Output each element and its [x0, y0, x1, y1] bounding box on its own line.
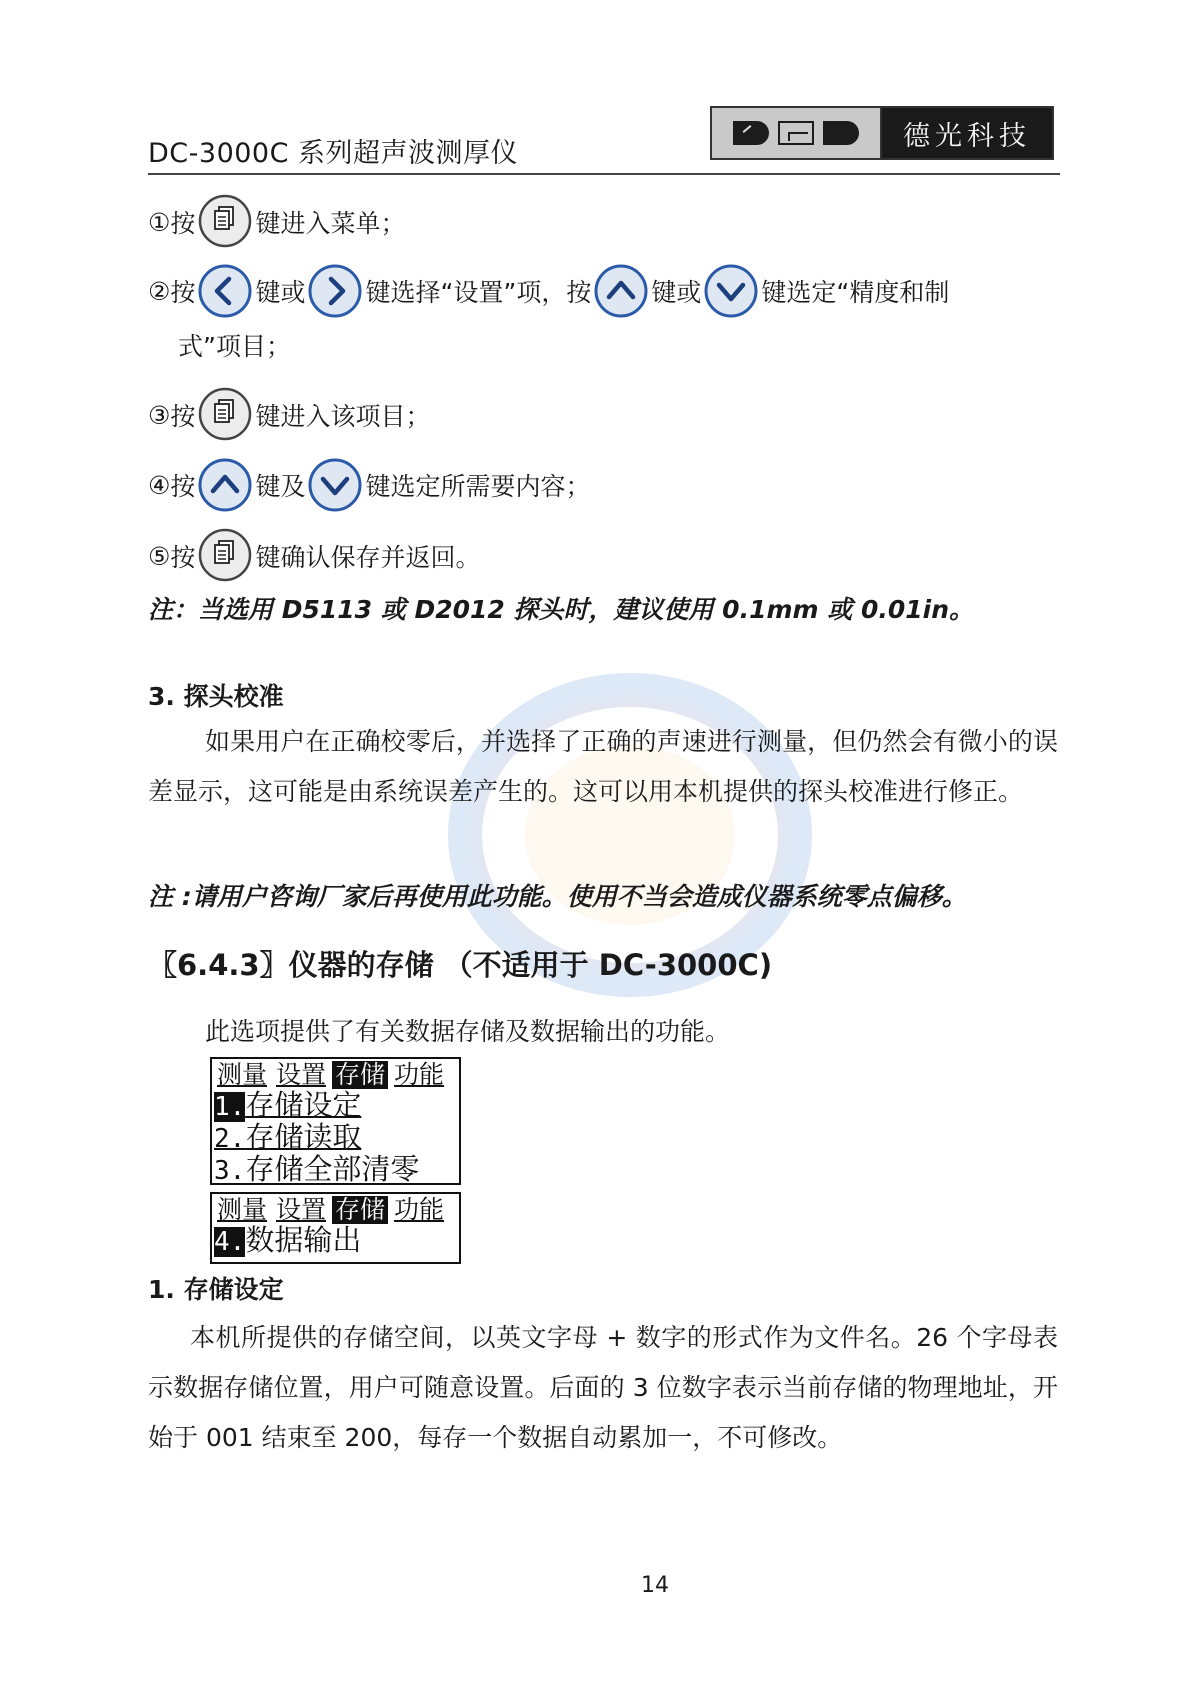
down-arrow-key-icon[interactable]: [307, 457, 363, 513]
up-arrow-key-icon[interactable]: [593, 263, 649, 319]
header-divider: [148, 173, 1060, 175]
step-text: 键进入该项目；: [255, 402, 431, 431]
step-text: 键进入菜单；: [255, 209, 406, 238]
lcd-item-number: 3.: [214, 1156, 246, 1186]
section-intro: 此选项提供了有关数据存储及数据输出的功能。: [205, 1017, 731, 1046]
logo-g-glyph: [778, 121, 814, 145]
lcd-tab-storage: 存储: [332, 1061, 388, 1089]
note-probe-precision: 注：当选用 D5113 或 D2012 探头时，建议使用 0.1mm 或 0.01in。: [148, 595, 975, 624]
menu-key-icon[interactable]: [197, 194, 253, 250]
logo-d-glyph: [823, 121, 859, 145]
step-text: 按: [170, 543, 196, 572]
step-1: [148, 193, 405, 251]
page-number: 14: [641, 1573, 669, 1598]
header-title: DC-3000C 系列超声波测厚仪: [148, 138, 519, 169]
note-calibration-warning: 注 :请用户咨询厂家后再使用此功能。使用不当会造成仪器系统零点偏移。: [148, 882, 967, 911]
step-marker: ①: [148, 207, 171, 237]
step-2-continuation: 式”项目；: [178, 332, 291, 361]
section-paragraph: 如果用户在正确校零后，并选择了正确的声速进行测量，但仍然会有微小的误差显示，这可能是由系统误差产生的。这可以用本机提供的探头校准进行修正。: [148, 727, 1058, 806]
lcd-tab-storage: 存储: [332, 1196, 388, 1224]
right-arrow-key-icon[interactable]: [307, 263, 363, 319]
lcd-screen-data-output: [210, 1192, 461, 1264]
lcd-tab-bar: [212, 1059, 459, 1090]
lcd-screen-storage-menu: [210, 1057, 461, 1185]
lcd-tab-settings: 设置: [276, 1059, 327, 1089]
lcd-menu-item: [212, 1154, 459, 1186]
step-text: 按: [170, 402, 196, 431]
lcd-tab-function: 功能: [394, 1194, 445, 1224]
lcd-item-number: 4.: [214, 1227, 246, 1257]
left-arrow-key-icon[interactable]: [197, 263, 253, 319]
lcd-tab-measure: 测量: [217, 1059, 268, 1089]
lcd-item-label: 数据输出: [245, 1223, 362, 1257]
lcd-menu-item: [212, 1225, 459, 1257]
section-heading: 〖6.4.3〗仪器的存储 （不适用于 DC-3000C): [148, 948, 773, 982]
lcd-item-label: 存储全部清零: [245, 1152, 420, 1186]
step-2: [148, 262, 949, 320]
up-arrow-key-icon[interactable]: [197, 457, 253, 513]
step-text: 按: [170, 278, 196, 307]
lcd-menu-item: [212, 1122, 459, 1154]
lcd-menu-item: [212, 1090, 459, 1122]
step-text: 键或: [255, 278, 306, 307]
down-arrow-key-icon[interactable]: [703, 263, 759, 319]
step-text: 按: [170, 209, 196, 238]
step-4: [148, 456, 590, 514]
lcd-item-label: 存储设定: [245, 1088, 362, 1122]
step-marker: ③: [148, 400, 171, 430]
step-text: 按: [170, 472, 196, 501]
step-marker: ⑤: [148, 541, 171, 571]
step-text: 键选定所需要内容；: [365, 472, 591, 501]
step-3: [148, 386, 430, 444]
section-paragraph: 本机所提供的存储空间，以英文字母 + 数字的形式作为文件名。26 个字母表示数据存储位置，用户可随意设置。后面的 3 位数字表示当前存储的物理地址，开始于 001 结束至 200，每存一个数据自动累加一，不可修改。: [148, 1323, 1058, 1452]
step-5: [148, 527, 480, 585]
menu-key-icon[interactable]: [197, 528, 253, 584]
lcd-tab-settings: 设置: [276, 1194, 327, 1224]
lcd-tab-bar: [212, 1194, 459, 1225]
section-heading: 1. 存储设定: [148, 1275, 284, 1304]
company-logo: [710, 106, 1054, 160]
menu-key-icon[interactable]: [197, 387, 253, 443]
step-text: 键及: [255, 472, 306, 501]
step-text: 键选择“设置”项，按: [365, 278, 592, 307]
step-text: 键确认保存并返回。: [255, 543, 481, 572]
lcd-item-label: 存储读取: [245, 1120, 362, 1154]
section-heading: 3. 探头校准: [148, 682, 284, 711]
logo-name: 德光科技: [882, 108, 1052, 158]
logo-mark: [712, 108, 882, 158]
step-marker: ②: [148, 276, 171, 306]
step-text: 键或: [651, 278, 702, 307]
lcd-item-number: 1.: [214, 1092, 246, 1122]
lcd-item-number: 2.: [214, 1124, 246, 1154]
lcd-tab-function: 功能: [394, 1059, 445, 1089]
step-text: 键选定“精度和制: [761, 278, 950, 307]
lcd-tab-measure: 测量: [217, 1194, 268, 1224]
logo-d-glyph: [733, 121, 769, 145]
step-marker: ④: [148, 470, 171, 500]
